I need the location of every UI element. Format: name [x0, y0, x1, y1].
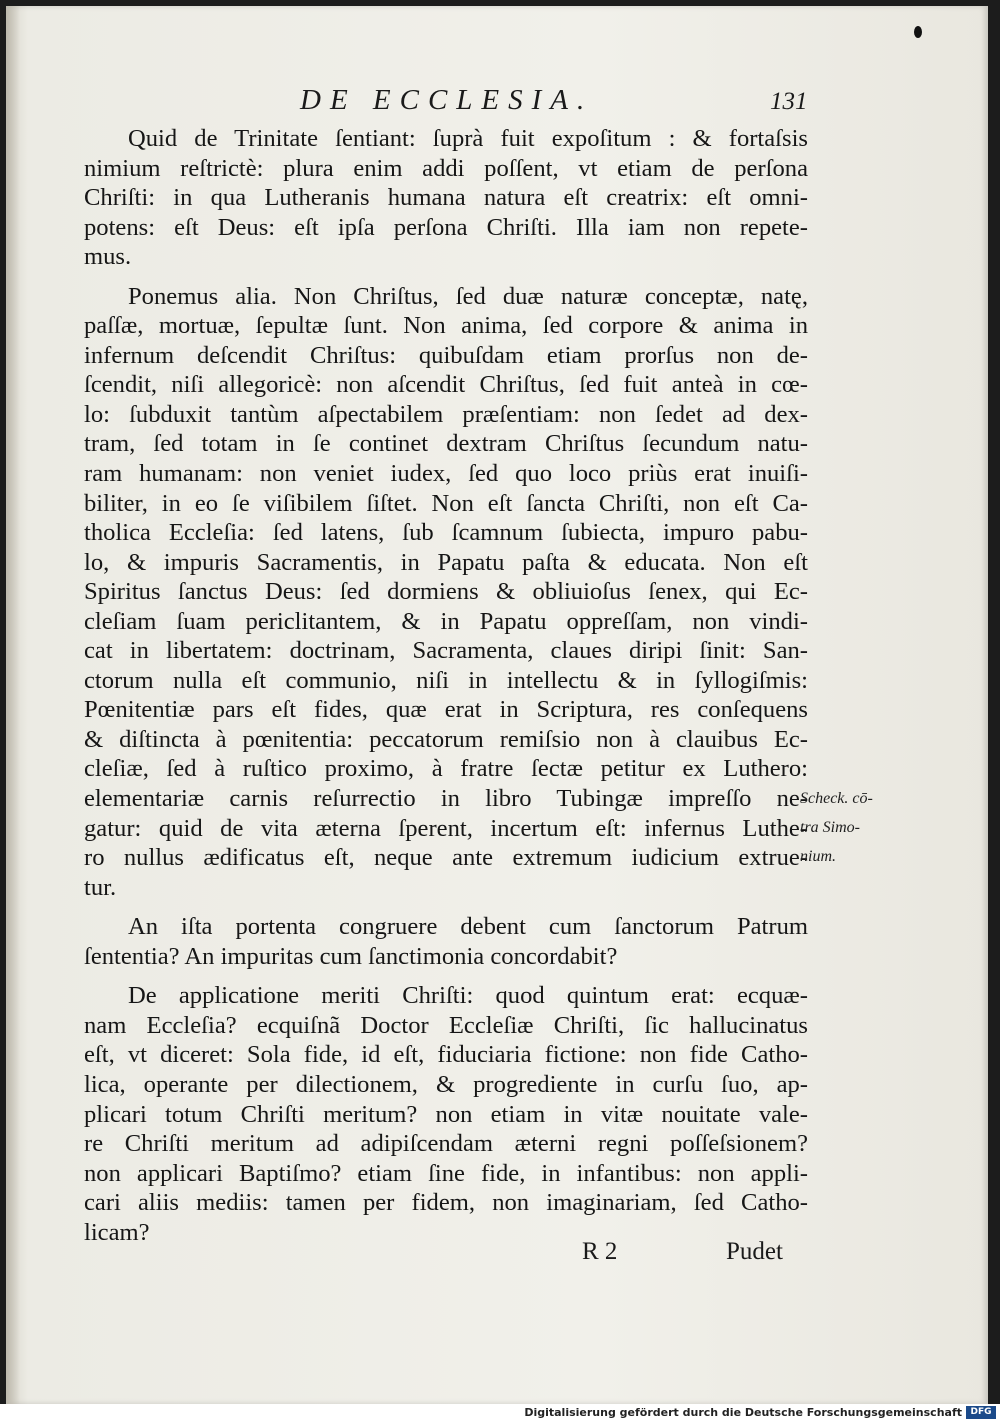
- marginal-note-line: Scheck. cō-: [800, 790, 873, 807]
- text-line: paſſæ, mortuæ, ſepultæ ſunt. Non anima, ſed corpore & anima in: [84, 312, 808, 340]
- text-line: potens: eſt Deus: eſt ipſa perſona Chriſti. Illa iam non repete-: [84, 213, 808, 241]
- text-line: elementariæ carnis reſurrectio in libro Tubingæ impreſſo ne-: [84, 785, 808, 813]
- paragraph: [84, 282, 808, 902]
- text-line: plicari totum Chriſti meritum? non etiam in vitæ nouitate vale-: [84, 1100, 808, 1128]
- marginal-note-line: nium.: [800, 848, 836, 865]
- text-line: ſcendit, niſi allegoricè: non aſcendit Chriſtus, ſed fuit anteà in cœ-: [84, 371, 808, 399]
- text-line: infernum deſcendit Chriſtus: quibuſdam etiam prorſus non de-: [84, 341, 808, 369]
- page-number: 131: [770, 88, 808, 115]
- signature-mark: R 2: [582, 1238, 618, 1265]
- paragraph: [84, 124, 808, 272]
- text-line: lica, operante per dilectionem, & progrediente in curſu ſuo, ap-: [84, 1070, 808, 1098]
- text-line: Ponemus alia. Non Chriſtus, ſed duæ naturæ conceptæ, natę,: [128, 282, 808, 310]
- marginal-note-line: tra Simo-: [800, 819, 860, 836]
- paragraph: [84, 912, 808, 971]
- text-line: ram humanam: non veniet iudex, ſed quo loco priùs erat inuiſi-: [84, 460, 808, 488]
- text-line: re Chriſti meritum ad adipiſcendam æterni regni poſſeſsionem?: [84, 1130, 808, 1158]
- text-line: nam Eccleſia? ecquiſnã Doctor Eccleſiæ Chriſti, ſic hallucinatus: [84, 1011, 808, 1039]
- text-line: Pœnitentiæ pars eſt fides, quæ erat in Scriptura, res conſequens: [84, 696, 808, 724]
- text-line: Quid de Trinitate ſentiant: ſuprà fuit expoſitum : & fortaſsis: [128, 125, 808, 152]
- text-line: ro nullus ædificatus eſt, neque ante extremum iudicium extrue-: [84, 844, 808, 872]
- text-line: Chriſti: in qua Lutheranis humana natura eſt creatrix: eſt omni-: [84, 184, 808, 212]
- text-line: cleſiæ, ſed à ruſtico proximo, à fratre ſectæ petitur ex Luthero:: [84, 755, 808, 783]
- text-line: tholica Eccleſia: ſed latens, ſub ſcamnum ſubiecta, impuro pabu-: [84, 519, 808, 547]
- text-line: non applicari Baptiſmo? etiam ſine fide, in infantibus: non appli-: [84, 1159, 808, 1187]
- text-line: cari aliis mediis: tamen per fidem, non imaginariam, ſed Catho-: [84, 1189, 808, 1217]
- page-gutter-shadow: [6, 6, 20, 1404]
- text-line: An iſta portenta congruere debent cum ſanctorum Patrum: [128, 913, 808, 941]
- text-line: lo, & impuris Sacramentis, in Papatu paſta & educata. Non eſt: [84, 548, 808, 576]
- text-line: nimium reſtrictè: plura enim addi poſſent, vt etiam de perſona: [84, 154, 808, 182]
- body-text: [84, 124, 808, 1247]
- text-line: cat in libertatem: doctrinam, Sacramenta, claues diripi ſinit: San-: [84, 637, 808, 665]
- ink-blot: [914, 26, 922, 38]
- text-line: eſt, vt diceret: Sola fide, id eſt, fiduciaria fictione: non fide Catho-: [84, 1041, 808, 1069]
- text-line: gatur: quid de vita æterna ſperent, incertum eſt: infernus Luthe-: [84, 814, 808, 842]
- text-line: mus.: [84, 243, 132, 271]
- marginal-note: [800, 784, 873, 871]
- text-line: Spiritus ſanctus Deus: ſed dormiens & obliuioſus ſenex, qui Ec-: [84, 578, 808, 606]
- dfg-logo: DFG: [966, 1406, 996, 1419]
- paragraph: [84, 981, 808, 1247]
- running-head: DE ECCLESIA.: [300, 84, 594, 116]
- text-line: tram, ſed totam in ſe continet dextram Chriſtus ſecundum natu-: [84, 430, 808, 458]
- text-line: cleſiam ſuam periclitantem, & in Papatu oppreſſam, non vindi-: [84, 607, 808, 635]
- text-line: tur.: [84, 873, 117, 901]
- text-line: & diſtincta à pœnitentia: peccatorum remiſsio non à clauibus Ec-: [84, 725, 808, 753]
- text-line: ctorum nulla eſt communio, niſi in intellectu & in ſyllogiſmis:: [84, 666, 808, 694]
- text-line: lo: ſubduxit tantùm aſpectabilem præſentiam: non ſedet ad dex-: [84, 400, 808, 428]
- text-line: De applicatione meriti Chriſti: quod quintum erat: ecquæ-: [128, 982, 808, 1010]
- text-line: licam?: [84, 1218, 150, 1246]
- text-line: ſententia? An impuritas cum ſanctimonia concordabit?: [84, 942, 618, 970]
- digitization-credit: Digitalisierung gefördert durch die Deutsche Forschungsgemeinschaft: [524, 1406, 962, 1419]
- text-line: biliter, in eo ſe viſibilem ſiſtet. Non eſt ſancta Chriſti, non eſt Ca-: [84, 489, 808, 517]
- catchword: Pudet: [726, 1238, 783, 1265]
